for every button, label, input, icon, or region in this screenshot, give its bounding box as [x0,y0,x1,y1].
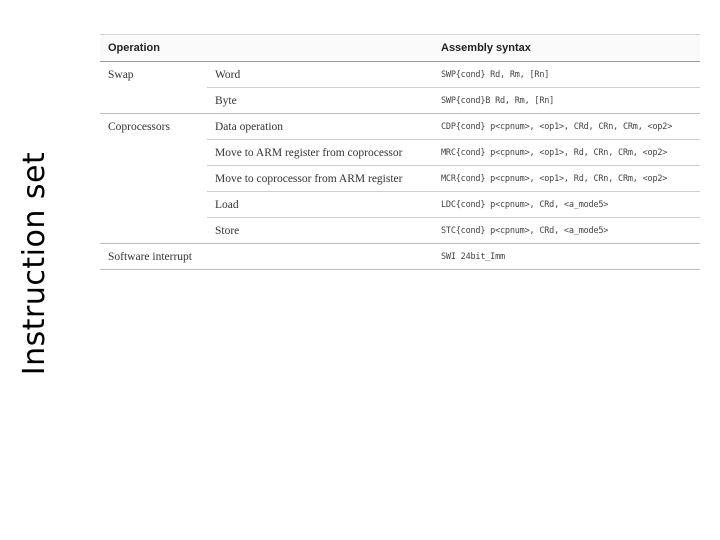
row-category: Coprocessors [100,114,207,140]
table-row [100,218,700,244]
slide-title-container [5,133,65,393]
row-category [100,166,207,192]
table-row [100,62,700,88]
row-operation: Data operation [207,114,433,140]
row-category [100,218,207,244]
table-row [100,244,700,270]
header-assembly-syntax: Assembly syntax [433,35,700,62]
row-syntax: MCR{cond} p<cpnum>, <op1>, Rd, CRn, CRm, <op2> [433,166,700,192]
row-category: Swap [100,62,207,88]
row-operation: Move to coprocessor from ARM register [207,166,433,192]
row-operation: Byte [207,88,433,114]
row-syntax: STC{cond} p<cpnum>, CRd, <a_mode5> [433,218,700,244]
row-operation: Load [207,192,433,218]
instruction-table [100,34,700,270]
table-row [100,88,700,114]
header-blank [207,35,433,62]
header-operation: Operation [100,35,207,62]
row-operation [207,244,433,270]
row-operation: Word [207,62,433,88]
table-row [100,140,700,166]
slide-title: Instruction set [17,151,53,375]
row-operation: Store [207,218,433,244]
row-syntax: SWI 24bit_Imm [433,244,700,270]
table-header-row [100,35,700,62]
row-syntax: CDP{cond} p<cpnum>, <op1>, CRd, CRn, CRm, <op2> [433,114,700,140]
row-category [100,192,207,218]
row-category [100,140,207,166]
row-category [100,88,207,114]
instruction-table-container [100,34,700,270]
table-row [100,192,700,218]
row-syntax: SWP{cond} Rd, Rm, [Rn] [433,62,700,88]
row-syntax: LDC{cond} p<cpnum>, CRd, <a_mode5> [433,192,700,218]
row-operation: Move to ARM register from coprocessor [207,140,433,166]
row-syntax: MRC{cond} p<cpnum>, <op1>, Rd, CRn, CRm, <op2> [433,140,700,166]
row-category: Software interrupt [100,244,207,270]
table-row [100,114,700,140]
row-syntax: SWP{cond}B Rd, Rm, [Rn] [433,88,700,114]
table-row [100,166,700,192]
